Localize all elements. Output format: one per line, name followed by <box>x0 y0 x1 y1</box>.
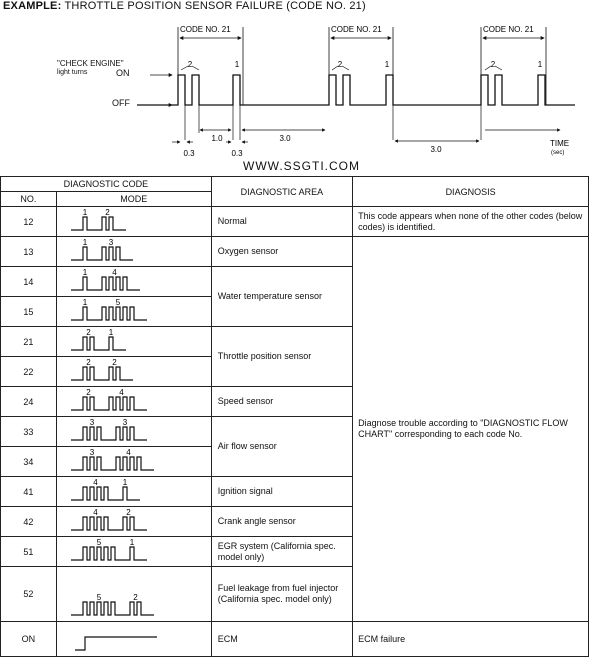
timing-diagram <box>0 14 589 174</box>
pulse-waveform <box>71 397 147 410</box>
pulse-waveform <box>71 547 147 560</box>
header-mode: MODE <box>56 192 211 207</box>
example-title: THROTTLE POSITION SENSOR FAILURE (CODE NO. 21) <box>64 0 366 12</box>
timing-0-3: 0.3 <box>231 149 243 158</box>
header-diagnostic-code: DIAGNOSTIC CODE <box>1 177 212 192</box>
tens-count: 3 <box>89 418 94 427</box>
table-row <box>1 207 589 237</box>
diagnostic-area: ECM <box>211 622 352 657</box>
diagnostic-area: Speed sensor <box>211 387 352 417</box>
mode-cell <box>56 622 211 657</box>
pulse-waveform <box>71 367 133 380</box>
pulse-waveform <box>71 247 133 260</box>
code-no: 12 <box>1 207 57 237</box>
diagnostic-area: Ignition signal <box>211 477 352 507</box>
diagnostic-area: Air flow sensor <box>211 417 352 477</box>
mode-cell <box>56 387 211 417</box>
diagnostic-area: Oxygen sensor <box>211 237 352 267</box>
example-heading <box>3 0 366 12</box>
mode-cell <box>56 207 211 237</box>
code-no: 24 <box>1 387 57 417</box>
pulse-waveform <box>71 277 140 290</box>
table-row <box>1 237 589 267</box>
pulse-waveform <box>71 427 147 440</box>
mode-cell <box>56 567 211 622</box>
mode-cell <box>56 447 211 477</box>
mode-cell <box>56 297 211 327</box>
diagnostic-area: EGR system (California spec. model only) <box>211 537 352 567</box>
ones-count: 2 <box>105 208 110 217</box>
tens-count: 3 <box>89 448 94 457</box>
tens-count: 4 <box>93 508 98 517</box>
code-label-3: CODE NO. 21 <box>483 25 534 34</box>
ones-count: 4 <box>112 268 117 277</box>
code-no: 33 <box>1 417 57 447</box>
tens-count: 1 <box>82 238 87 247</box>
table-row <box>1 622 589 657</box>
code-no: 13 <box>1 237 57 267</box>
diagnostic-area: Throttle position sensor <box>211 327 352 387</box>
tens-count: 4 <box>93 478 98 487</box>
pulse-waveform <box>71 487 140 500</box>
mode-cell <box>56 507 211 537</box>
pulse-count: 1 <box>234 60 240 69</box>
example-prefix: EXAMPLE: <box>3 0 62 12</box>
diagnosis-trouble: Diagnose trouble according to "DIAGNOSTIC FLOW CHART" corresponding to each code No. <box>353 237 589 622</box>
timing-0-3: 0.3 <box>183 149 195 158</box>
tens-count: 5 <box>96 538 101 547</box>
header-diagnosis: DIAGNOSIS <box>353 177 589 207</box>
code-no: 42 <box>1 507 57 537</box>
pulse-waveform <box>71 457 154 470</box>
tens-count: 2 <box>86 388 91 397</box>
mode-cell <box>56 327 211 357</box>
pulse-waveform <box>71 602 154 615</box>
watermark: WWW.SSGTI.COM <box>243 159 360 173</box>
code-no: 14 <box>1 267 57 297</box>
ones-count: 3 <box>108 238 113 247</box>
header-no: NO. <box>1 192 57 207</box>
pulse-count: 1 <box>384 60 390 69</box>
tens-count: 1 <box>82 298 87 307</box>
ones-count: 3 <box>122 418 127 427</box>
timing-3-0: 3.0 <box>279 134 291 143</box>
pulse-waveform <box>71 307 147 320</box>
timing-3-0: 3.0 <box>430 145 442 154</box>
tens-count: 1 <box>82 208 87 217</box>
diagnostic-code-table <box>0 176 589 657</box>
light-turns-label: light turns <box>57 69 88 76</box>
pulse-count: 2 <box>337 60 343 69</box>
ones-count: 1 <box>129 538 134 547</box>
diagnostic-area: Fuel leakage from fuel injector (California spec. model only) <box>211 567 352 622</box>
tens-count: 2 <box>86 358 91 367</box>
time-label: TIME <box>550 139 570 148</box>
ones-count: 1 <box>108 328 113 337</box>
timing-1-0: 1.0 <box>211 134 223 143</box>
diagnostic-area: Normal <box>211 207 352 237</box>
mode-cell <box>56 537 211 567</box>
pulse-count: 1 <box>537 60 543 69</box>
code-label-2: CODE NO. 21 <box>331 25 382 34</box>
pulse-waveform <box>75 637 157 650</box>
ones-count: 4 <box>126 448 131 457</box>
code-no: 52 <box>1 567 57 622</box>
code-no: 51 <box>1 537 57 567</box>
diagnostic-area: Crank angle sensor <box>211 507 352 537</box>
code-no: ON <box>1 622 57 657</box>
diagnosis-ecm: ECM failure <box>353 622 589 657</box>
code-no: 21 <box>1 327 57 357</box>
pulse-waveform <box>71 217 126 230</box>
pulse-waveform <box>71 337 126 350</box>
ones-count: 4 <box>119 388 124 397</box>
code-no: 22 <box>1 357 57 387</box>
pulse-count: 2 <box>490 60 496 69</box>
pulse-waveform <box>71 517 147 530</box>
ones-count: 1 <box>122 478 127 487</box>
code-no: 41 <box>1 477 57 507</box>
ones-count: 2 <box>133 593 138 602</box>
tens-count: 1 <box>82 268 87 277</box>
diagnosis-normal: This code appears when none of the other codes (below codes) is identified. <box>353 207 589 237</box>
code-no: 34 <box>1 447 57 477</box>
mode-cell <box>56 417 211 447</box>
ones-count: 2 <box>112 358 117 367</box>
pulse-count: 2 <box>187 60 193 69</box>
on-label: ON <box>116 68 130 78</box>
mode-cell <box>56 267 211 297</box>
ones-count: 2 <box>126 508 131 517</box>
mode-cell <box>56 237 211 267</box>
check-engine-label: "CHECK ENGINE" <box>57 59 124 68</box>
code-label-1: CODE NO. 21 <box>180 25 231 34</box>
mode-cell <box>56 357 211 387</box>
code-no: 15 <box>1 297 57 327</box>
tens-count: 2 <box>86 328 91 337</box>
ones-count: 5 <box>115 298 120 307</box>
waveform <box>137 75 575 105</box>
mode-cell <box>56 477 211 507</box>
time-unit: (sec) <box>551 150 565 156</box>
tens-count: 5 <box>96 593 101 602</box>
off-label: OFF <box>112 98 130 108</box>
diagnostic-area: Water temperature sensor <box>211 267 352 327</box>
header-diagnostic-area: DIAGNOSTIC AREA <box>211 177 352 207</box>
